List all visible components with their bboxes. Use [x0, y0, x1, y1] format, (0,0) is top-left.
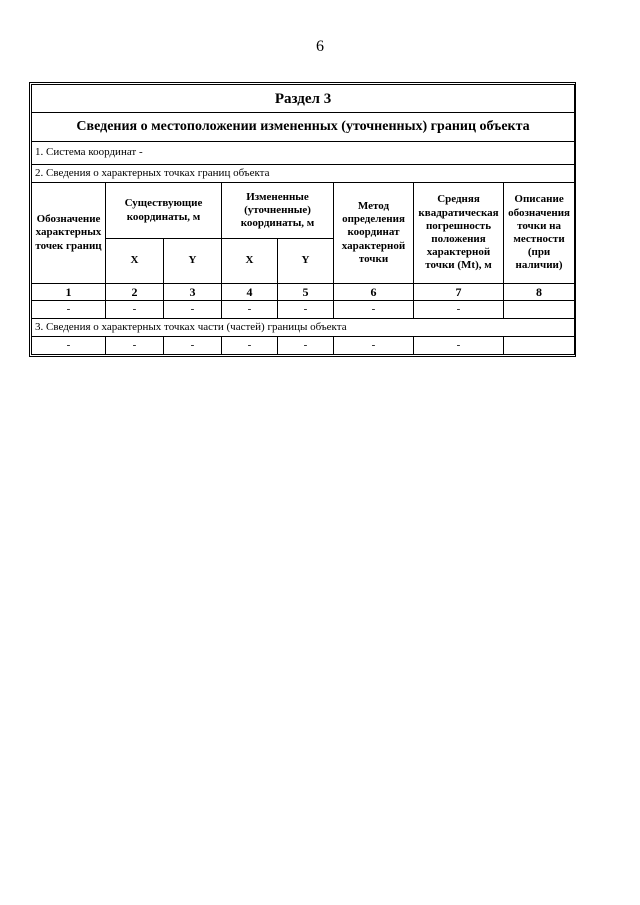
table-cell [504, 337, 575, 355]
section-table [31, 84, 575, 355]
table-cell: - [222, 301, 278, 319]
header-changed-coords: Измененные (уточненные) координаты, м [222, 183, 334, 239]
table-cell: - [32, 301, 106, 319]
column-numbers-row [32, 284, 575, 301]
column-number: 7 [414, 284, 504, 301]
table-cell: - [106, 337, 164, 355]
column-number: 5 [278, 284, 334, 301]
table-cell: - [164, 337, 222, 355]
table-cell: - [278, 301, 334, 319]
table-cell: - [278, 337, 334, 355]
header-existing-x: X [106, 239, 164, 284]
table-cell: - [334, 337, 414, 355]
table-cell [504, 301, 575, 319]
table-row [32, 337, 575, 355]
header-description: Описание обозначения точки на местности (при наличии) [504, 183, 575, 284]
page-number: 6 [316, 38, 324, 55]
coord-system-line: 1. Система координат - [32, 142, 575, 165]
column-number: 8 [504, 284, 575, 301]
header-point-designation: Обозначение характерных точек границ [32, 183, 106, 284]
header-existing-coords: Существующие координаты, м [106, 183, 222, 239]
table-row [32, 301, 575, 319]
table-cell: - [414, 301, 504, 319]
column-number: 6 [334, 284, 414, 301]
header-mean-error: Средняя квадратическая погрешность положения характерной точки (Mt), м [414, 183, 504, 284]
section-title: Сведения о местоположении измененных (уточненных) границ объекта [32, 113, 575, 142]
parts-heading: 3. Сведения о характерных точках части (частей) границы объекта [32, 319, 575, 337]
section-frame [29, 82, 576, 357]
points-heading: 2. Сведения о характерных точках границ объекта [32, 165, 575, 183]
header-changed-x: X [222, 239, 278, 284]
table-cell: - [222, 337, 278, 355]
table-cell: - [164, 301, 222, 319]
column-number: 4 [222, 284, 278, 301]
table-cell: - [414, 337, 504, 355]
header-changed-y: Y [278, 239, 334, 284]
column-number: 2 [106, 284, 164, 301]
table-cell: - [32, 337, 106, 355]
header-existing-y: Y [164, 239, 222, 284]
table-cell: - [334, 301, 414, 319]
column-number: 3 [164, 284, 222, 301]
header-method: Метод определения координат характерной точки [334, 183, 414, 284]
column-number: 1 [32, 284, 106, 301]
section-label: Раздел 3 [32, 85, 575, 113]
table-cell: - [106, 301, 164, 319]
